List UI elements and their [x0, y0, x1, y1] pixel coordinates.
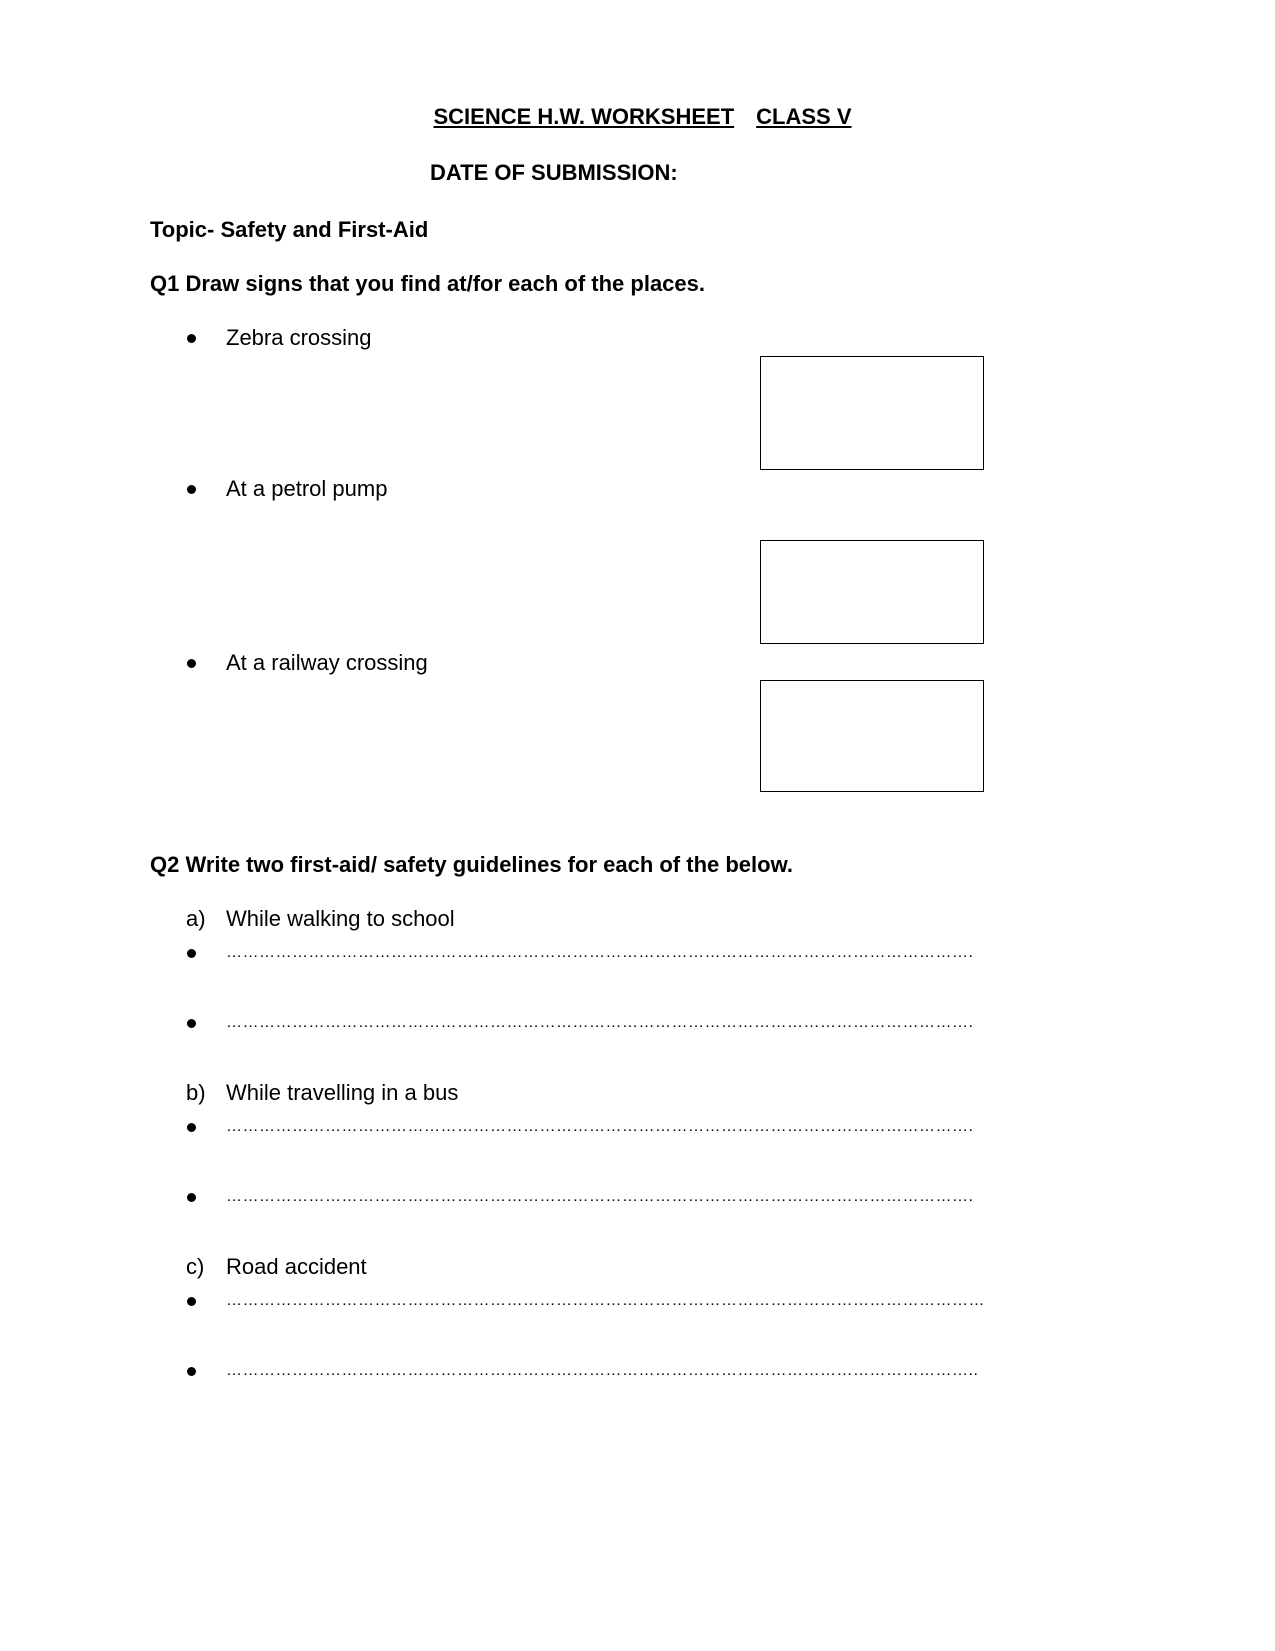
question-1: Q1 Draw signs that you find at/for each of the places.: [150, 271, 705, 296]
bullet-icon: [187, 334, 196, 343]
q1-item-label: Zebra crossing: [226, 325, 372, 350]
bullet-icon: [187, 1297, 196, 1306]
drawing-box-railway-crossing[interactable]: [760, 680, 984, 792]
topic-heading: Topic- Safety and First-Aid: [150, 217, 429, 242]
part-label: While walking to school: [226, 906, 455, 931]
bullet-icon: [187, 949, 196, 958]
answer-line[interactable]: [187, 944, 973, 962]
dotted-line: ……………………………………………………………………………………………………………………….: [226, 1014, 974, 1031]
dotted-line: …………………………………………………………………………………………………………………………: [226, 1292, 985, 1309]
title-left: SCIENCE H.W. WORKSHEET: [433, 104, 735, 129]
part-label: While travelling in a bus: [226, 1080, 459, 1105]
answer-line[interactable]: [187, 1362, 978, 1380]
bullet-icon: [187, 1367, 196, 1376]
q1-item-railway-crossing: [187, 650, 428, 676]
q1-item-label: At a petrol pump: [226, 476, 388, 501]
part-letter: b): [186, 1080, 206, 1105]
title-class: CLASS V: [756, 104, 852, 129]
q1-item-petrol-pump: [187, 476, 387, 502]
dotted-line: ……………………………………………………………………………………………………………………….: [226, 1118, 974, 1135]
bullet-icon: [187, 485, 196, 494]
answer-line[interactable]: [187, 1188, 973, 1206]
q2-part-a: [186, 906, 455, 932]
bullet-icon: [187, 1193, 196, 1202]
drawing-box-zebra-crossing[interactable]: [760, 356, 984, 470]
q2-part-b: [186, 1080, 458, 1106]
answer-line[interactable]: [187, 1118, 973, 1136]
answer-line[interactable]: [187, 1292, 985, 1310]
dotted-line: ……………………………………………………………………………………………………………………….: [226, 1188, 974, 1205]
question-2: Q2 Write two first-aid/ safety guidelines for each of the below.: [150, 852, 793, 877]
page-title: [0, 104, 1275, 130]
q1-item-label: At a railway crossing: [226, 650, 428, 675]
part-letter: a): [186, 906, 206, 931]
answer-line[interactable]: [187, 1014, 973, 1032]
bullet-icon: [187, 1019, 196, 1028]
part-letter: c): [186, 1254, 205, 1279]
dotted-line: ……………………………………………………………………………………………………………………….: [226, 944, 974, 961]
dotted-line: ………………………………………………………………………………………………………………………..: [226, 1362, 979, 1379]
q1-item-zebra-crossing: [187, 325, 372, 351]
q2-part-c: [186, 1254, 367, 1280]
part-label: Road accident: [226, 1254, 367, 1279]
bullet-icon: [187, 1123, 196, 1132]
bullet-icon: [187, 659, 196, 668]
date-of-submission-label: DATE OF SUBMISSION:: [430, 160, 678, 185]
drawing-box-petrol-pump[interactable]: [760, 540, 984, 644]
